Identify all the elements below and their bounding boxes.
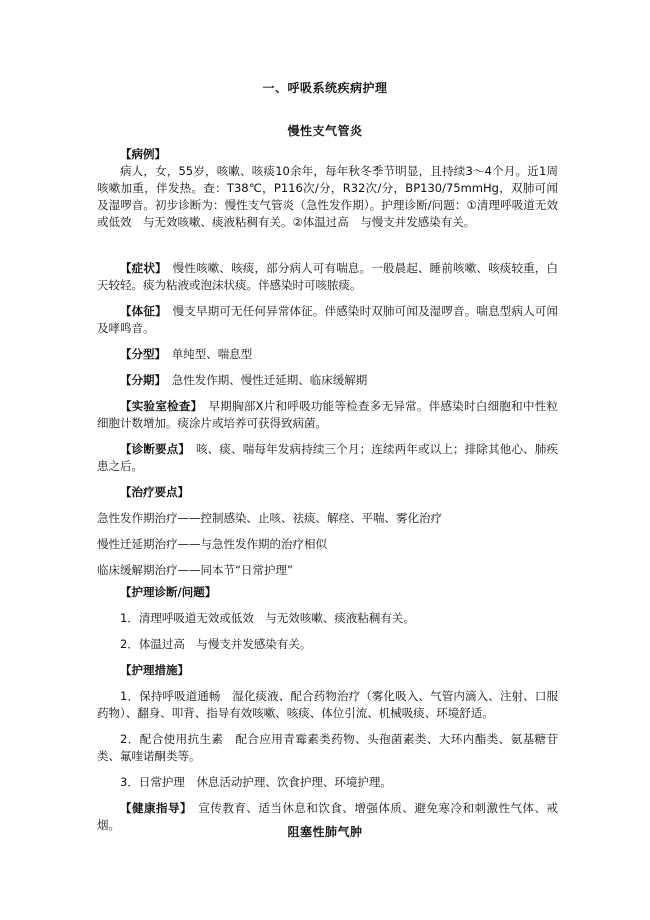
next-section-title: 阻塞性肺气肿	[287, 825, 363, 839]
types-label: 【分型】	[120, 347, 161, 361]
stages-text: 急性发作期、慢性迁延期、临床缓解期	[171, 373, 368, 387]
nursing-dx-label: 【护理诊断/问题】	[120, 585, 217, 599]
treatment-item: 慢性迁延期治疗——与急性发作期的治疗相似	[97, 537, 327, 551]
signs-paragraph	[97, 303, 558, 337]
diagnosis-label: 【诊断要点】	[120, 442, 185, 456]
nursing-measure-item: 1．保持呼吸道通畅 湿化痰液、配合药物治疗（雾化吸入、气管内滴入、注射、口服药物）、翻身、叩背、指导有效咳嗽、咳痰、体位引流、机械吸痰、环境舒适。	[97, 689, 558, 720]
nursing-measures-label: 【护理措施】	[120, 663, 189, 677]
treatment-item: 急性发作期治疗——控制感染、止咳、祛痰、解痉、平喘、雾化治疗	[97, 511, 442, 525]
lab-text: 早期胸部X片和呼吸功能等检查多无异常。伴感染时白细胞和中性粒细胞计数增加。痰涂片或培养可获得致病菌。	[97, 399, 559, 430]
section-content	[97, 146, 558, 834]
signs-label: 【体征】	[120, 304, 161, 318]
case-block	[97, 146, 558, 231]
symptoms-label: 【症状】	[120, 261, 161, 275]
stages-paragraph	[97, 372, 558, 389]
stages-label: 【分期】	[120, 373, 161, 387]
treatment-item: 临床缓解期治疗——同本节“日常护理”	[97, 563, 293, 577]
diagnosis-text: 咳、痰、喘每年发病持续三个月；连续两年或以上；排除其他心、肺疾患之后。	[97, 442, 559, 473]
nursing-measure-item: 2．配合使用抗生素 配合应用青霉素类药物、头孢菌素类、大环内酯类、氨基糖苷类、氟喹诺酮类等。	[97, 732, 558, 763]
nursing-measures-heading	[97, 662, 558, 679]
lab-paragraph	[97, 398, 558, 432]
treatment-label: 【治疗要点】	[120, 485, 189, 499]
health-guidance-text: 宣传教育、适当休息和饮食、增强体质、避免寒冷和刺激性气体、戒烟。	[97, 801, 559, 832]
treatment-heading	[97, 484, 558, 501]
nursing-dx-heading	[97, 584, 558, 601]
nursing-measure-item: 3．日常护理 休息活动护理、饮食护理、环境护理。	[120, 775, 392, 789]
nursing-dx-item: 2．体温过高 与慢支并发感染有关。	[120, 637, 312, 651]
diagnosis-paragraph	[97, 441, 558, 475]
case-label: 【病例】	[120, 147, 166, 161]
case-text: 病人，女，55岁，咳嗽、咳痰10余年，每年秋冬季节明显，且持续3～4个月。近1周咳嗽加重，伴发热。查：T38℃，P116次/分，R32次/分，BP130/75mmHg，双肺可闻及湿啰音。初步诊断为：慢性支气管炎（急性发作期）。护理诊断/问题：①清理呼吸道无效或低效 与无效咳嗽、痰液粘稠有关。②体温过高 与慢支并发感染有关。	[97, 164, 558, 229]
lab-label: 【实验室检查】	[120, 399, 197, 413]
symptoms-text: 慢性咳嗽、咳痰，部分病人可有喘息。一般晨起、睡前咳嗽、咳痰较重，白天较轻。痰为粘液或泡沫状痰。伴感染时可咳脓痰。	[97, 261, 559, 292]
health-guidance-label: 【健康指导】	[120, 801, 187, 815]
section-title: 慢性支气管炎	[287, 124, 363, 138]
nursing-dx-item: 1．清理呼吸道无效或低效 与无效咳嗽、痰液粘稠有关。	[120, 611, 415, 625]
signs-text: 慢支早期可无任何异常体征。伴感染时双肺可闻及湿啰音。喘息型病人可闻及哮鸣音。	[97, 304, 559, 335]
symptoms-paragraph	[97, 260, 558, 294]
chapter-title: 一、呼吸系统疾病护理	[262, 81, 388, 95]
types-text: 单纯型、喘息型	[171, 347, 253, 361]
types-paragraph	[97, 346, 558, 363]
